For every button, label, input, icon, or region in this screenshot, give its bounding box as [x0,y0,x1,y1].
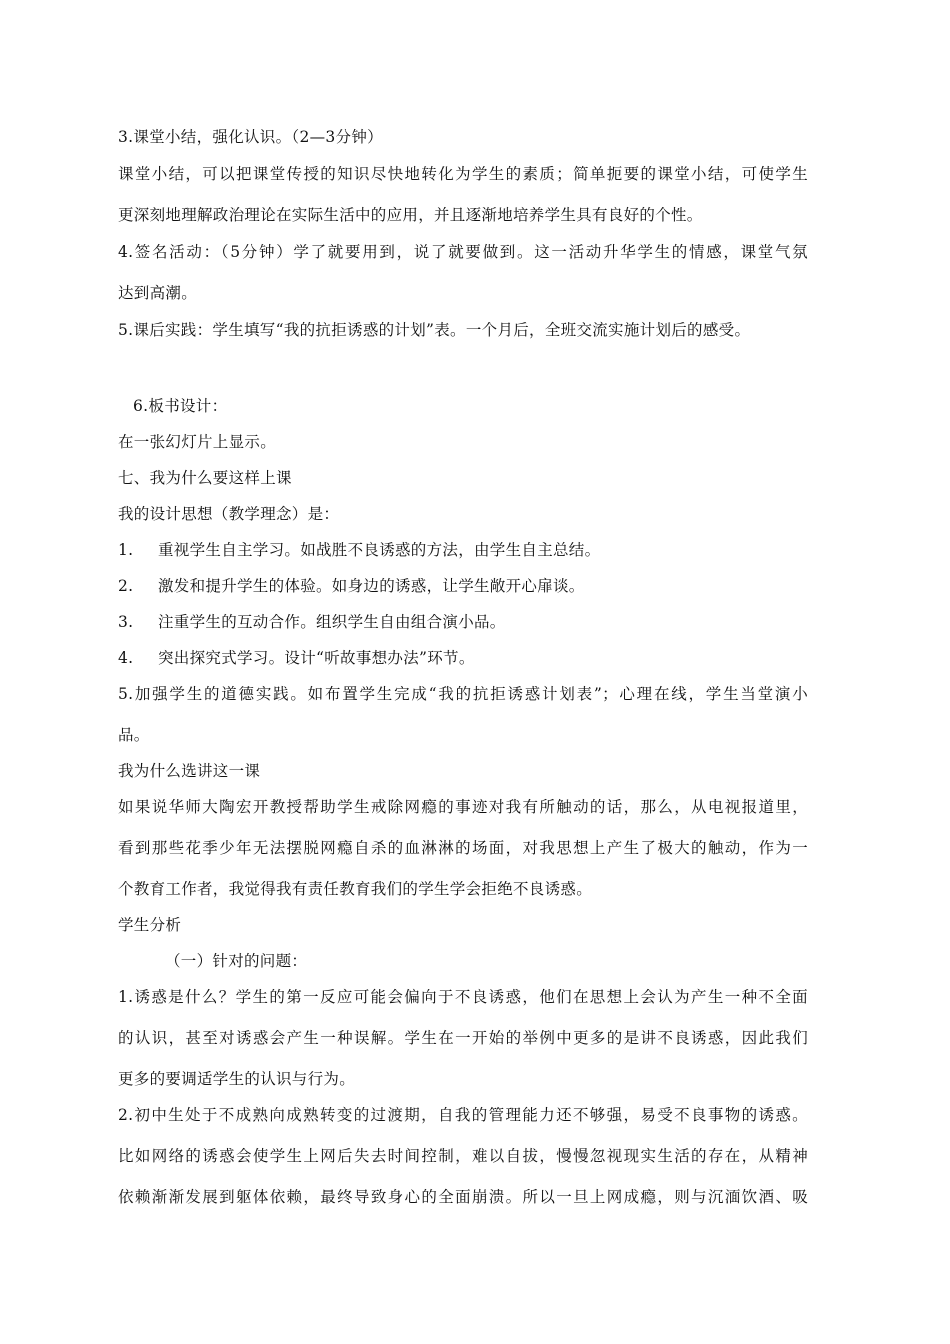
summary-heading: 3.课堂小结，强化认识。（2—3分钟） [118,128,383,146]
list-item-text: 重视学生自主学习。如战胜不良诱惑的方法，由学生自主总结。 [158,541,601,559]
design-thinking-heading: 我的设计思想（教学理念）是： [118,505,340,523]
list-item-text: 突出探究式学习。设计“听故事想办法”环节。 [158,649,475,667]
list-item [118,576,585,596]
list-item-number: 2. [118,577,134,595]
student-analysis-heading: 学生分析 [118,916,182,934]
analysis-point-one-line: 更多的要调适学生的认识与行为。 [118,1070,356,1088]
signing-activity-line: 4.签名活动：（5分钟）学了就要用到，说了就要做到。这一活动升华学生的情感，课堂气氛 [118,243,808,261]
list-item [118,612,506,632]
analysis-point-one-line: 的认识，甚至对诱惑会产生一种误解。学生在一开始的举例中更多的是讲不良诱惑，因此我们 [118,1029,808,1047]
analysis-point-one-line: 1.诱惑是什么？学生的第一反应可能会偏向于不良诱惑，他们在思想上会认为产生一种不全面 [118,988,808,1006]
summary-paragraph-line: 更深刻地理解政治理论在实际生活中的应用，并且逐渐地培养学生具有良好的个性。 [118,206,703,224]
list-item-number: 4. [118,649,134,667]
why-this-lesson-line: 看到那些花季少年无法摆脱网瘾自杀的血淋淋的场面，对我思想上产生了极大的触动，作为一 [118,839,808,857]
list-item-number: 3. [118,613,134,631]
why-this-lesson-line: 如果说华师大陶宏开教授帮助学生戒除网瘾的事迹对我有所触动的话，那么，从电视报道里， [118,798,808,816]
problem-subheading: （一）针对的问题： [165,952,308,970]
analysis-point-two-line: 比如网络的诱惑会使学生上网后失去时间控制，难以自拔，慢慢忽视现实生活的存在，从精神 [118,1147,808,1165]
board-design-heading: 6.板书设计： [133,397,228,415]
list-item-number: 1. [118,541,134,559]
analysis-point-two-line: 依赖渐渐发展到躯体依赖，最终导致身心的全面崩溃。所以一旦上网成瘾，则与沉湎饮酒、吸 [118,1188,808,1206]
why-this-lesson-line: 个教育工作者，我觉得我有责任教育我们的学生学会拒绝不良诱惑。 [118,880,593,898]
moral-practice-line: 品。 [118,726,150,744]
list-item-text: 激发和提升学生的体验。如身边的诱惑，让学生敞开心扉谈。 [158,577,585,595]
board-design-text: 在一张幻灯片上显示。 [118,433,277,451]
after-class-practice: 5.课后实践：学生填写“我的抗拒诱惑的计划”表。一个月后，全班交流实施计划后的感受。 [118,321,751,339]
signing-activity-line: 达到高潮。 [118,284,198,302]
section-heading: 七、我为什么要这样上课 [118,469,292,487]
analysis-point-two-line: 2.初中生处于不成熟向成熟转变的过渡期，自我的管理能力还不够强，易受不良事物的诱惑。 [118,1106,808,1124]
why-this-lesson-heading: 我为什么选讲这一课 [118,762,261,780]
list-item-text: 注重学生的互动合作。组织学生自由组合演小品。 [158,613,506,631]
list-item [118,648,475,668]
moral-practice-line: 5.加强学生的道德实践。如布置学生完成“我的抗拒诱惑计划表”；心理在线，学生当堂演小 [118,685,808,703]
summary-paragraph-line: 课堂小结，可以把课堂传授的知识尽快地转化为学生的素质；简单扼要的课堂小结，可使学生 [118,165,808,183]
list-item [118,540,600,560]
